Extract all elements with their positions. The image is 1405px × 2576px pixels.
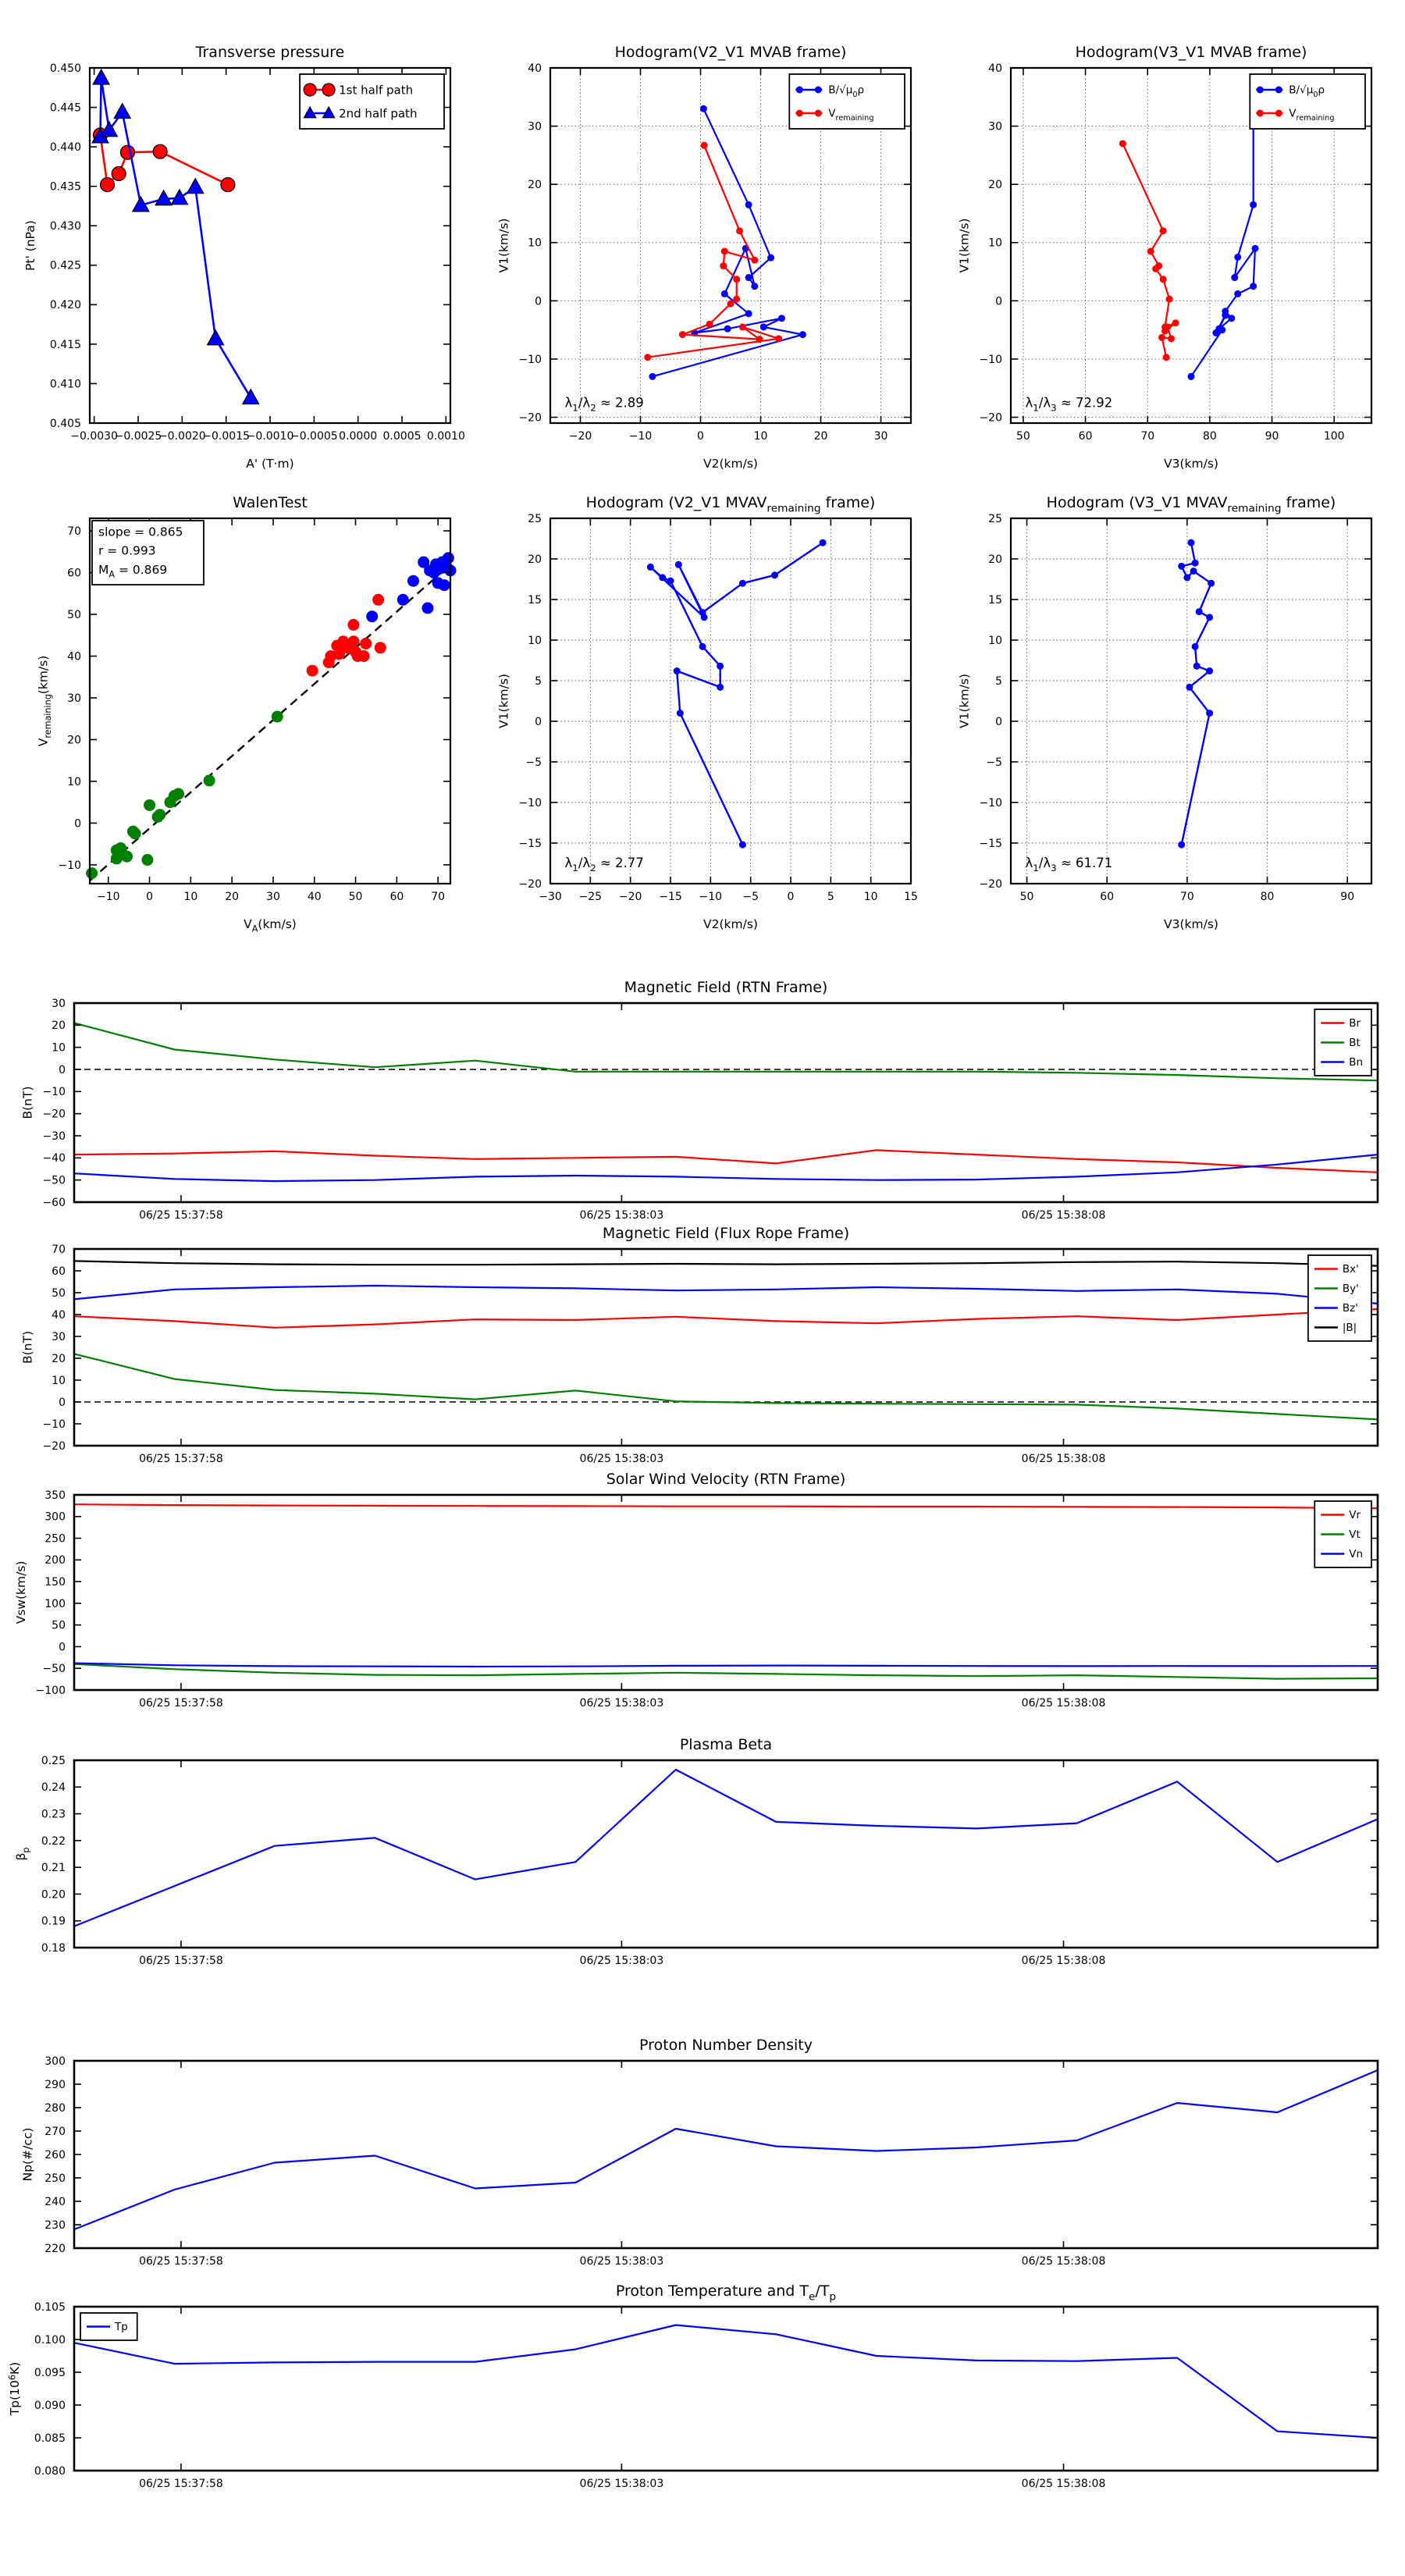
svg-text:06/25 15:37:58: 06/25 15:37:58 [139,1955,223,1967]
svg-text:V1(km/s): V1(km/s) [496,674,511,728]
hodogram_v2v1_mvav-svg [496,494,918,931]
svg-text:Vt: Vt [1349,1528,1361,1542]
svg-text:0.430: 0.430 [49,220,81,233]
chart-walen-test [36,494,450,934]
svg-text:0.085: 0.085 [34,2432,66,2445]
svg-text:Pt' (nPa): Pt' (nPa) [23,220,37,271]
svg-text:Tp(106K): $Tp(10^6K)$ [7,2361,22,2416]
svg-text:30: 30 [873,430,888,443]
svg-text:0: 0 [59,1063,66,1076]
svg-text:150: 150 [44,1576,66,1589]
svg-text:−20: −20 [979,411,1002,425]
svg-text:250: 250 [44,2172,66,2185]
svg-text:−15: −15 [979,837,1002,850]
svg-text:0.20: 0.20 [41,1888,66,1902]
chart-hodogram-v2v1-mvav [496,494,918,931]
svg-text:−20: −20 [568,430,592,443]
svg-text:30: 30 [52,997,66,1010]
svg-text:30: 30 [988,120,1002,133]
svg-text:70: 70 [1140,430,1155,443]
svg-text:λ1/λ3 ≈ 72.92: $\lambda_1/\lambda_3 \approx 72.92$ [1025,395,1113,414]
svg-text:−50: −50 [42,1174,66,1187]
svg-text:−10: −10 [979,353,1002,366]
svg-text:Vremaining: $V_{remaining}$ [828,107,874,123]
svg-text:B/√μ0ρ: $B/√\mu_0\rho$ [1289,84,1325,99]
svg-text:50: 50 [67,608,81,621]
proton_temp-svg [7,2282,1378,2490]
svg-text:06/25 15:37:58: 06/25 15:37:58 [139,2255,223,2268]
svg-text:06/25 15:37:58: 06/25 15:37:58 [139,1209,223,1222]
svg-text:50: 50 [1019,891,1034,903]
svg-text:Transverse pressure: Transverse pressure [195,44,345,61]
svg-text:0.0005: 0.0005 [382,430,422,443]
svg-text:1st half path: 1st half path [339,83,414,98]
svg-text:−100: −100 [35,1684,66,1697]
svg-text:30: 30 [52,1330,66,1343]
svg-text:−15: −15 [659,891,682,903]
svg-text:20: 20 [52,1352,66,1365]
walen_test-svg [36,494,450,934]
svg-text:06/25 15:38:08: 06/25 15:38:08 [1021,1955,1106,1967]
svg-text:Vn: Vn [1349,1548,1364,1561]
svg-text:06/25 15:38:03: 06/25 15:38:03 [579,2478,664,2490]
svg-text:60: 60 [67,567,81,580]
svg-text:06/25 15:38:08: 06/25 15:38:08 [1021,2478,1106,2490]
svg-text:25: 25 [988,512,1002,525]
svg-text:λ1/λ3 ≈ 61.71: $\lambda_1/\lambda_3 \approx 61.71$ [1025,855,1113,873]
svg-text:−5: −5 [525,756,542,769]
svg-text:By': By' [1342,1283,1359,1296]
hodogram_v3v1_mvav-svg [957,494,1371,931]
svg-text:−20: −20 [42,1439,66,1453]
svg-text:Bz': Bz' [1342,1302,1358,1315]
svg-text:50: 50 [1016,430,1030,443]
svg-text:20: 20 [528,553,542,566]
svg-text:Bn: Bn [1349,1056,1364,1069]
svg-text:0.095: 0.095 [34,2366,66,2379]
svg-text:−20: −20 [42,1108,66,1121]
svg-text:15: 15 [988,593,1002,607]
svg-text:10: 10 [67,775,81,788]
svg-text:20: 20 [225,891,240,903]
svg-text:0.090: 0.090 [34,2399,66,2412]
svg-text:06/25 15:37:58: 06/25 15:37:58 [139,1453,223,1465]
svg-text:30: 30 [266,891,280,903]
svg-text:5: 5 [827,891,834,903]
svg-text:280: 280 [44,2101,66,2115]
svg-text:0.24: 0.24 [41,1781,66,1795]
svg-text:0.440: 0.440 [49,141,81,155]
svg-text:B(nT): B(nT) [20,1086,35,1119]
svg-text:−50: −50 [42,1663,66,1676]
svg-text:60: 60 [1100,891,1115,903]
chart-hodogram-v3v1-mvab [957,44,1371,471]
svg-text:Proton Number Density: Proton Number Density [639,2037,813,2054]
svg-text:−0.0030: −0.0030 [70,430,118,443]
svg-text:V1(km/s): V1(km/s) [496,218,511,273]
svg-text:06/25 15:38:03: 06/25 15:38:03 [579,1697,664,1710]
svg-text:−20: −20 [518,411,542,425]
b_fluxrope-svg [20,1225,1378,1465]
svg-text:0: 0 [995,295,1002,308]
svg-text:20: 20 [528,179,542,192]
svg-text:0.105: 0.105 [34,2300,66,2314]
svg-text:50: 50 [52,1286,66,1300]
svg-text:70: 70 [431,891,446,903]
svg-text:40: 40 [67,650,81,664]
svg-text:06/25 15:38:03: 06/25 15:38:03 [579,1955,664,1967]
svg-text:0.22: 0.22 [41,1834,66,1848]
svg-text:0.25: 0.25 [41,1754,66,1767]
svg-text:40: 40 [307,891,322,903]
transverse_pressure-svg [23,44,465,471]
svg-text:Magnetic Field (Flux Rope Fram: Magnetic Field (Flux Rope Frame) [602,1225,850,1242]
svg-text:slope = 0.865: slope = 0.865 [98,525,183,539]
svg-text:−60: −60 [42,1196,66,1209]
svg-text:10: 10 [753,430,768,443]
svg-text:30: 30 [67,692,81,705]
svg-text:Vremaining: $V_{remaining}$ [1289,107,1335,123]
svg-text:V1(km/s): V1(km/s) [957,218,972,273]
chart-magnetic-field-flux-rope [20,1225,1378,1465]
svg-text:B/√μ0ρ: $B/√\mu_0\rho$ [828,84,865,99]
svg-text:70: 70 [52,1243,66,1256]
svg-text:−20: −20 [618,891,642,903]
svg-text:30: 30 [528,120,542,133]
svg-text:Hodogram (V3_V1 MVAVremaining: Hodogram (V3_V1 $MVAV_{remaining}$ frame) [1046,494,1336,515]
svg-text:0.425: 0.425 [49,259,81,272]
svg-text:10: 10 [52,1374,66,1387]
svg-text:Vr: Vr [1349,1509,1361,1522]
svg-text:5: 5 [995,674,1002,688]
svg-text:Magnetic Field (RTN Frame): Magnetic Field (RTN Frame) [624,979,828,996]
svg-text:90: 90 [1264,430,1279,443]
svg-text:λ1/λ2 ≈ 2.77: $\lambda_1/\lambda_2 \approx 2.77$ [564,855,644,873]
svg-text:−10: −10 [518,796,542,809]
svg-text:220: 220 [44,2242,66,2255]
svg-text:5: 5 [535,674,542,688]
svg-text:10: 10 [988,634,1002,647]
svg-text:20: 20 [813,430,828,443]
svg-text:60: 60 [52,1265,66,1278]
svg-text:06/25 15:38:08: 06/25 15:38:08 [1021,1209,1106,1222]
svg-text:−0.0020: −0.0020 [158,430,206,443]
svg-text:V2(km/s): V2(km/s) [703,457,758,471]
svg-text:Hodogram(V3_V1 MVAB frame): Hodogram(V3_V1 MVAB frame) [1075,44,1307,61]
svg-text:WalenTest: WalenTest [233,494,308,511]
svg-text:2nd half path: 2nd half path [339,106,418,121]
svg-text:100: 100 [1323,430,1345,443]
svg-text:260: 260 [44,2148,66,2161]
svg-text:−10: −10 [42,1086,66,1099]
svg-text:0: 0 [59,1641,66,1654]
svg-text:0.445: 0.445 [49,101,81,115]
svg-text:90: 90 [1340,891,1355,903]
svg-text:70: 70 [67,525,81,538]
svg-text:0: 0 [787,891,795,903]
svg-text:270: 270 [44,2125,66,2138]
svg-text:300: 300 [44,1510,66,1524]
svg-text:B(nT): B(nT) [20,1330,35,1364]
svg-text:06/25 15:38:03: 06/25 15:38:03 [579,1453,664,1465]
svg-text:300: 300 [44,2055,66,2068]
svg-text:−20: −20 [518,877,542,891]
svg-text:0: 0 [995,715,1002,728]
svg-text:−25: −25 [578,891,603,903]
svg-text:0.420: 0.420 [49,299,81,312]
svg-text:350: 350 [44,1489,66,1502]
svg-text:A' (T·m): A' (T·m) [246,457,294,471]
svg-text:10: 10 [528,237,542,250]
svg-text:70: 70 [1179,891,1194,903]
svg-text:0.23: 0.23 [41,1808,66,1821]
svg-text:V2(km/s): V2(km/s) [703,917,758,931]
svg-text:−10: −10 [628,430,653,443]
svg-text:−10: −10 [979,796,1002,809]
svg-text:−10: −10 [96,891,120,903]
svg-text:40: 40 [528,62,542,75]
svg-text:100: 100 [44,1597,66,1610]
svg-text:βp: $\beta_p$ [14,1847,31,1861]
svg-text:06/25 15:38:08: 06/25 15:38:08 [1021,2255,1106,2268]
svg-text:200: 200 [44,1554,66,1567]
svg-text:06/25 15:37:58: 06/25 15:37:58 [139,1697,223,1710]
svg-text:−30: −30 [42,1130,66,1143]
svg-text:Bt: Bt [1349,1037,1361,1050]
svg-text:15: 15 [904,891,918,903]
svg-text:06/25 15:38:03: 06/25 15:38:03 [579,2255,664,2268]
svg-text:50: 50 [52,1619,66,1632]
chart-hodogram-v3v1-mvav [957,494,1371,931]
svg-text:0: 0 [146,891,154,903]
svg-text:0.21: 0.21 [41,1862,66,1875]
svg-text:06/25 15:38:03: 06/25 15:38:03 [579,1209,664,1222]
svg-text:0: 0 [74,817,81,831]
svg-text:−20: −20 [979,877,1002,891]
svg-text:60: 60 [1078,430,1093,443]
svg-text:−0.0010: −0.0010 [246,430,294,443]
svg-text:V3(km/s): V3(km/s) [1164,457,1218,471]
svg-text:50: 50 [348,891,363,903]
svg-text:λ1/λ2 ≈ 2.89: $\lambda_1/\lambda_2 \approx 2.89$ [564,395,644,414]
chart-solar-wind-velocity [14,1471,1378,1710]
hodogram_v2v1_mvab-svg [496,44,911,471]
vsw_rtn-svg [14,1471,1378,1710]
svg-text:−5: −5 [986,756,1002,769]
svg-text:−0.0015: −0.0015 [202,430,251,443]
svg-text:0.100: 0.100 [34,2333,66,2347]
svg-text:15: 15 [528,593,542,607]
svg-text:−0.0025: −0.0025 [114,430,162,443]
svg-text:0: 0 [535,715,542,728]
svg-text:Plasma Beta: Plasma Beta [679,1736,773,1753]
svg-text:Tp: Tp [115,2321,128,2334]
svg-text:Hodogram (V2_V1 MVAVremaining: Hodogram (V2_V1 $MVAV_{remaining}$ frame) [585,494,876,515]
svg-text:20: 20 [988,553,1002,566]
svg-text:Np(#/cc): Np(#/cc) [20,2127,35,2182]
svg-text:10: 10 [52,1041,66,1055]
svg-text:40: 40 [988,62,1002,75]
hodogram_v3v1_mvab-svg [957,44,1371,471]
svg-text:0.415: 0.415 [49,338,81,351]
svg-text:V1(km/s): V1(km/s) [957,674,972,728]
svg-text:0: 0 [697,430,704,443]
svg-text:Vsw(km/s): Vsw(km/s) [14,1560,29,1624]
svg-text:MA = 0.869: $M_A = 0.869$ [98,562,168,580]
svg-text:240: 240 [44,2195,66,2208]
svg-text:−5: −5 [742,891,759,903]
svg-text:10: 10 [528,634,542,647]
svg-text:0.080: 0.080 [34,2464,66,2478]
svg-text:Hodogram(V2_V1 MVAB frame): Hodogram(V2_V1 MVAB frame) [614,44,847,61]
chart-hodogram-v2v1-mvab [496,44,911,471]
svg-text:06/25 15:38:08: 06/25 15:38:08 [1021,1697,1106,1710]
svg-text:r = 0.993: r = 0.993 [98,543,156,558]
svg-text:0.18: 0.18 [41,1941,66,1955]
svg-text:−10: −10 [518,353,542,366]
svg-text:|B|: |B| [1342,1322,1357,1335]
svg-text:Br: Br [1349,1017,1361,1030]
svg-text:0.0000: 0.0000 [339,430,378,443]
svg-text:10: 10 [183,891,198,903]
chart-transverse-pressure [23,44,465,471]
chart-plasma-beta [14,1736,1378,1967]
chart-magnetic-field-rtn [20,979,1378,1222]
svg-text:−15: −15 [518,837,542,850]
svg-text:10: 10 [988,237,1002,250]
svg-text:20: 20 [52,1019,66,1033]
svg-text:Vremaining(km/s): $V_{remaining}(km/s)$ [36,655,54,747]
b_rtn-svg [20,979,1378,1222]
svg-text:40: 40 [52,1308,66,1322]
svg-text:V3(km/s): V3(km/s) [1164,917,1218,931]
svg-text:10: 10 [863,891,878,903]
svg-text:0: 0 [535,295,542,308]
svg-text:06/25 15:37:58: 06/25 15:37:58 [139,2478,223,2490]
svg-text:20: 20 [988,179,1002,192]
svg-text:06/25 15:38:08: 06/25 15:38:08 [1021,1453,1106,1465]
svg-text:290: 290 [44,2078,66,2091]
svg-text:−10: −10 [58,859,81,872]
svg-text:0.410: 0.410 [49,378,81,391]
svg-text:80: 80 [1202,430,1217,443]
svg-text:230: 230 [44,2218,66,2232]
svg-text:Bx': Bx' [1342,1263,1359,1276]
svg-text:25: 25 [528,512,542,525]
svg-text:VA(km/s): $V_A(km/s)$ [244,917,297,934]
svg-text:−10: −10 [699,891,723,903]
svg-text:−30: −30 [539,891,562,903]
svg-text:−40: −40 [42,1152,66,1165]
chart-proton-number-density [20,2037,1378,2268]
svg-text:20: 20 [67,734,81,747]
svg-text:0: 0 [59,1396,66,1409]
svg-text:Proton Temperature and Te/Tp: Proton Temperature and $T_e/T_p$ [615,2282,837,2304]
svg-text:0.0010: 0.0010 [426,430,465,443]
svg-text:0.435: 0.435 [49,180,81,194]
svg-text:250: 250 [44,1532,66,1546]
svg-text:80: 80 [1260,891,1275,903]
svg-text:60: 60 [389,891,404,903]
svg-text:−0.0005: −0.0005 [290,430,338,443]
svg-text:0.450: 0.450 [49,62,81,75]
svg-text:Solar Wind Velocity (RTN Frame: Solar Wind Velocity (RTN Frame) [606,1471,846,1488]
svg-text:0.405: 0.405 [49,417,81,430]
chart-proton-temperature [7,2282,1378,2490]
svg-text:0.19: 0.19 [41,1915,66,1928]
svg-text:−10: −10 [42,1418,66,1431]
proton_density-svg [20,2037,1378,2268]
